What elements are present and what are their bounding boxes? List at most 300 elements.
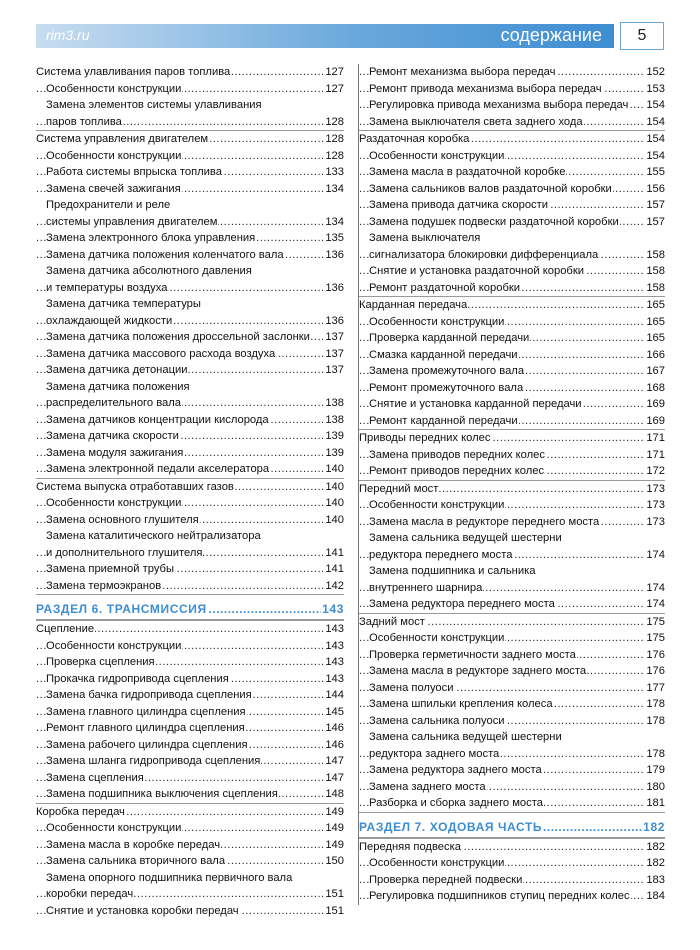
section-separator <box>36 594 344 595</box>
toc-entry[interactable] <box>36 445 344 462</box>
toc-chapter[interactable] <box>359 839 665 856</box>
toc-entry-page: 175 <box>645 630 665 647</box>
site-url[interactable]: rim3.ru <box>46 27 90 43</box>
toc-entry-page: 179 <box>645 762 665 779</box>
toc-entry[interactable] <box>36 704 344 721</box>
toc-entry-page: 136 <box>324 280 344 297</box>
toc-entry-title: Замена основного глушителя <box>46 513 199 526</box>
toc-entry[interactable] <box>36 528 344 545</box>
toc-entry-title: и температуры воздуха <box>46 281 168 294</box>
toc-entry-title: паров топлива <box>46 115 122 128</box>
toc-entry[interactable] <box>359 230 665 247</box>
toc-entry-title: Замена датчиков концентрации кислорода <box>46 413 269 426</box>
toc-entry[interactable] <box>36 654 344 671</box>
toc-entry-page: 182 <box>645 855 665 872</box>
toc-entry-title: Особенности конструкции <box>369 632 505 644</box>
toc-entry-title: охлаждающей жидкости <box>46 314 173 327</box>
toc-entry[interactable] <box>36 296 344 313</box>
toc-entry-page: 143 <box>324 638 344 655</box>
toc-entry[interactable] <box>36 561 344 578</box>
toc-entry[interactable] <box>359 872 665 889</box>
toc-entry-title: Ремонт карданной передачи <box>369 414 518 427</box>
toc-entry[interactable] <box>359 214 665 231</box>
toc-entry-page: 143 <box>324 654 344 671</box>
toc-entry-page: 138 <box>324 395 344 412</box>
toc-entry-page: 133 <box>324 164 344 181</box>
toc-entry-title: Замена подшипника выключения сцепления <box>46 788 278 800</box>
toc-entry-page: 127 <box>324 64 344 81</box>
toc-entry-page: 143 <box>321 599 344 619</box>
toc-entry-title: Особенности конструкции <box>46 822 182 834</box>
toc-left-column <box>36 64 344 919</box>
toc-entry-title: коробки передач <box>46 888 134 900</box>
toc-chapter[interactable] <box>359 614 665 631</box>
page-number: 5 <box>620 22 664 50</box>
toc-entry-page: 149 <box>324 804 344 821</box>
toc-entry[interactable] <box>36 770 344 787</box>
toc-entry-page: 143 <box>324 671 344 688</box>
toc-entry-page: 158 <box>645 247 665 264</box>
toc-entry-page: 158 <box>645 263 665 280</box>
toc-entry[interactable] <box>36 720 344 737</box>
toc-entry-page: 154 <box>645 148 665 165</box>
toc-chapter[interactable] <box>359 481 665 498</box>
toc-entry-page: 168 <box>645 380 665 397</box>
toc-entry-title: Замена свечей зажигания <box>46 182 181 195</box>
toc-entry-title: редуктора заднего моста <box>369 747 500 760</box>
toc-entry[interactable] <box>36 786 344 803</box>
toc-entry-title: Замена выключателя <box>369 232 481 244</box>
toc-entry-page: 128 <box>324 114 344 131</box>
toc-entry[interactable] <box>359 514 665 531</box>
toc-entry-page: 181 <box>645 795 665 812</box>
toc-entry-page: 157 <box>645 214 665 231</box>
toc-entry-title: Замена элементов системы улавливания <box>46 99 262 111</box>
toc-entry-title: Особенности конструкции <box>369 149 505 162</box>
toc-entry-title: Регулировка привода механизма выбора передач <box>369 99 629 111</box>
toc-entry-page: 127 <box>324 81 344 98</box>
toc-entry-title: Замена датчика детонации <box>46 364 188 376</box>
toc-entry-title: Ремонт промежуточного вала <box>369 381 524 394</box>
toc-entry-page: 136 <box>324 247 344 264</box>
toc-entry-title: Замена сальника полуоси <box>369 714 505 727</box>
toc-entry-page: 148 <box>324 786 344 803</box>
toc-entry[interactable] <box>36 379 344 396</box>
toc-entry-page: 138 <box>324 412 344 429</box>
toc-entry[interactable] <box>36 412 344 429</box>
toc-entry-page: 150 <box>324 853 344 870</box>
toc-entry[interactable] <box>359 148 665 165</box>
toc-entry[interactable] <box>359 97 665 114</box>
toc-entry[interactable] <box>359 380 665 397</box>
toc-entry[interactable] <box>359 330 665 347</box>
toc-entry-page: 171 <box>645 447 665 464</box>
toc-entry-title: Замена главного цилиндра сцепления <box>46 705 246 718</box>
toc-entry[interactable] <box>359 855 665 872</box>
toc-entry-title: Замена каталитического нейтрализатора <box>46 530 261 542</box>
toc-entry[interactable] <box>359 547 665 564</box>
toc-chapter[interactable] <box>36 804 344 821</box>
toc-entry-page: 176 <box>645 647 665 664</box>
toc-entry[interactable] <box>359 363 665 380</box>
toc-entry-title: Проверка герметичности заднего моста <box>369 648 576 661</box>
toc-entry-page: 135 <box>324 230 344 247</box>
toc-entry-page: 172 <box>645 463 665 480</box>
toc-entry-title: Замена модуля зажигания <box>46 446 184 459</box>
toc-entry-page: 134 <box>324 214 344 231</box>
toc-entry[interactable] <box>359 263 665 280</box>
toc-entry-title: Замена масла в раздаточной коробке <box>369 166 566 178</box>
toc-entry[interactable] <box>359 888 665 905</box>
page-header <box>0 0 700 62</box>
toc-entry-title: Замена датчика положения <box>46 380 190 393</box>
toc-entry[interactable] <box>359 314 665 331</box>
toc-entry-title: Система управления двигателем <box>36 133 209 145</box>
toc-entry-title: Замена шпильки крепления колеса <box>369 698 553 710</box>
toc-entry-title: Замена электронного блока управления <box>46 232 256 244</box>
toc-entry[interactable] <box>36 870 344 887</box>
toc-entry-title: Ремонт механизма выбора передач <box>369 66 556 78</box>
toc-entry-title: Работа системы впрыска топлива <box>46 166 222 178</box>
toc-entry-title: Разборка и сборка заднего моста <box>369 797 543 809</box>
toc-entry[interactable] <box>36 495 344 512</box>
toc-entry-page: 174 <box>645 547 665 564</box>
toc-entry-page: 151 <box>324 886 344 903</box>
toc-entry-page: 147 <box>324 770 344 787</box>
toc-entry-page: 178 <box>645 746 665 763</box>
toc-entry-title: Предохранители и реле <box>46 199 171 211</box>
toc-entry[interactable] <box>359 164 665 181</box>
toc-entry-page: 153 <box>645 81 665 98</box>
toc-entry[interactable] <box>36 837 344 854</box>
toc-entry[interactable] <box>359 696 665 713</box>
toc-entry-title: Замена сальников валов раздаточной коробки <box>369 182 612 195</box>
toc-entry[interactable] <box>359 647 665 664</box>
toc-chapter[interactable] <box>359 430 665 447</box>
toc-entry-title: редуктора переднего моста <box>369 548 513 561</box>
toc-entry-title: Проверка сцепления <box>46 656 155 668</box>
toc-entry-title: Замена электронной педали акселератора <box>46 463 270 475</box>
toc-entry-title: Сцепление <box>36 623 95 635</box>
toc-entry-title: Замена сцепления <box>46 771 144 784</box>
toc-entry[interactable] <box>359 247 665 264</box>
toc-entry-page: 165 <box>645 314 665 331</box>
toc-entry-title: Замена датчика положения коленчатого вала <box>46 248 284 261</box>
toc-entry[interactable] <box>36 820 344 837</box>
toc-entry-page: 140 <box>324 479 344 496</box>
toc-entry-title: Снятие и установка раздаточной коробки <box>369 265 584 277</box>
toc-entry[interactable] <box>359 729 665 746</box>
toc-entry-title: Проверка передней подвески <box>369 873 523 886</box>
toc-entry-page: 171 <box>645 430 665 447</box>
toc-entry[interactable] <box>359 197 665 214</box>
toc-entry-page: 146 <box>324 737 344 754</box>
toc-entry[interactable] <box>359 630 665 647</box>
toc-entry-page: 178 <box>645 713 665 730</box>
toc-entry[interactable] <box>36 247 344 264</box>
toc-entry[interactable] <box>359 347 665 364</box>
toc-entry-page: 151 <box>324 903 344 920</box>
toc-entry[interactable] <box>36 81 344 98</box>
toc-entry[interactable] <box>359 563 665 580</box>
toc-entry-title: Замена масла в редукторе заднего моста <box>369 665 587 677</box>
toc-entry[interactable] <box>36 313 344 330</box>
toc-entry-page: 173 <box>645 514 665 531</box>
toc-entry[interactable] <box>36 737 344 754</box>
toc-entry-page: 137 <box>324 329 344 346</box>
toc-entry-page: 178 <box>645 696 665 713</box>
section-title: содержание <box>500 25 602 45</box>
toc-entry-title: Замена сальника ведущей шестерни <box>369 532 562 544</box>
toc-entry[interactable] <box>359 447 665 464</box>
toc-entry[interactable] <box>359 413 665 430</box>
toc-entry-page: 156 <box>645 181 665 198</box>
toc-entry-page: 149 <box>324 820 344 837</box>
toc-entry-title: Ремонт главного цилиндра сцепления <box>46 722 245 734</box>
toc-entry-title: Замена датчика абсолютного давления <box>46 265 252 277</box>
toc-entry-title: Прокачка гидропривода сцепления <box>46 672 229 685</box>
toc-entry[interactable] <box>36 903 344 920</box>
toc-chapter[interactable] <box>359 297 665 314</box>
toc-entry-title: Передняя подвеска <box>359 840 461 853</box>
toc-chapter[interactable] <box>359 131 665 148</box>
toc-entry-title: Замена масла в редукторе переднего моста <box>369 515 600 528</box>
toc-entry[interactable] <box>359 81 665 98</box>
toc-entry[interactable] <box>36 164 344 181</box>
toc-section-heading[interactable] <box>359 817 665 837</box>
toc-entry-page: 146 <box>324 720 344 737</box>
toc-entry-title: Замена приемной трубы <box>46 563 174 575</box>
toc-entry[interactable] <box>36 181 344 198</box>
toc-entry-page: 154 <box>645 97 665 114</box>
toc-entry-page: 152 <box>645 64 665 81</box>
toc-entry-title: Приводы передних колес <box>359 432 491 444</box>
toc-entry[interactable] <box>36 148 344 165</box>
toc-entry-page: 149 <box>324 837 344 854</box>
toc-entry[interactable] <box>36 753 344 770</box>
toc-entry-page: 147 <box>324 753 344 770</box>
toc-right-column <box>358 64 665 905</box>
toc-chapter[interactable] <box>36 64 344 81</box>
toc-entry[interactable] <box>36 329 344 346</box>
toc-section-heading[interactable] <box>36 599 344 619</box>
toc-entry[interactable] <box>36 578 344 595</box>
toc-entry-page: 137 <box>324 346 344 363</box>
toc-entry-title: Карданная передача <box>359 299 468 311</box>
toc-entry[interactable] <box>36 362 344 379</box>
section-separator <box>359 812 665 813</box>
toc-entry-page: 177 <box>645 680 665 697</box>
toc-entry-page: 140 <box>324 461 344 478</box>
toc-entry-title: Замена промежуточного вала <box>369 365 525 377</box>
toc-entry-title: Замена редуктора переднего моста <box>369 598 555 610</box>
toc-entry-page: 158 <box>645 280 665 297</box>
toc-entry-page: 140 <box>324 495 344 512</box>
toc-entry-page: 174 <box>645 596 665 613</box>
toc-entry[interactable] <box>359 779 665 796</box>
toc-entry-page: 134 <box>324 181 344 198</box>
toc-entry-page: 143 <box>324 621 344 638</box>
toc-entry-page: 137 <box>324 362 344 379</box>
toc-entry[interactable] <box>36 230 344 247</box>
toc-entry-title: Замена заднего моста <box>369 780 486 793</box>
toc-entry[interactable] <box>36 395 344 412</box>
toc-entry-page: 175 <box>645 614 665 631</box>
toc-entry-title: Особенности конструкции <box>369 857 505 869</box>
toc-entry-title: Замена термоэкранов <box>46 579 162 592</box>
toc-entry-page: 145 <box>324 704 344 721</box>
toc-entry-title: Ремонт привода механизма выбора передач <box>369 82 602 95</box>
toc-entry[interactable] <box>36 214 344 231</box>
toc-entry-page: 182 <box>645 839 665 856</box>
toc-chapter[interactable] <box>36 479 344 496</box>
toc-entry[interactable] <box>359 746 665 763</box>
toc-entry-title: Замена датчика температуры <box>46 298 201 310</box>
toc-entry[interactable] <box>36 545 344 562</box>
toc-entry-page: 165 <box>645 330 665 347</box>
toc-entry-page: 128 <box>324 148 344 165</box>
toc-entry-title: сигнализатора блокировки дифференциала <box>369 248 599 261</box>
toc-entry[interactable] <box>36 853 344 870</box>
toc-chapter[interactable] <box>36 621 344 638</box>
toc-entry-title: Замена шланга гидропривода сцепления <box>46 755 261 767</box>
toc-entry[interactable] <box>36 197 344 214</box>
toc-entry-page: 144 <box>324 687 344 704</box>
toc-entry[interactable] <box>359 663 665 680</box>
toc-entry[interactable] <box>36 428 344 445</box>
toc-entry-title: Система улавливания паров топлива <box>36 66 231 78</box>
toc-entry-page: 166 <box>645 347 665 364</box>
toc-entry[interactable] <box>359 114 665 131</box>
toc-entry-title: Проверка карданной передачи <box>369 332 530 344</box>
toc-entry-title: Замена опорного подшипника первичного вала <box>46 871 293 884</box>
toc-entry-title: Особенности конструкции <box>46 149 182 162</box>
toc-entry-title: РАЗДЕЛ 7. ХОДОВАЯ ЧАСТЬ <box>359 819 543 834</box>
toc-entry-page: 128 <box>324 131 344 148</box>
toc-entry-page: 141 <box>324 545 344 562</box>
toc-entry-page: 167 <box>645 363 665 380</box>
toc-entry-page: 176 <box>645 663 665 680</box>
toc-entry-title: Смазка карданной передачи <box>369 348 518 361</box>
toc-entry-title: Замена подушек подвески раздаточной коробки <box>369 215 619 228</box>
toc-entry-title: Регулировка подшипников ступиц передних колес <box>369 890 630 902</box>
toc-entry-page: 157 <box>645 197 665 214</box>
toc-entry-title: Замена датчика положения дроссельной заслонки <box>46 331 310 343</box>
toc-entry-title: Особенности конструкции <box>369 315 505 328</box>
toc-entry[interactable] <box>36 280 344 297</box>
toc-entry-title: Замена сальника ведущей шестерни <box>369 731 562 743</box>
toc-entry[interactable] <box>359 181 665 198</box>
toc-entry-title: РАЗДЕЛ 6. ТРАНСМИССИЯ <box>36 602 207 616</box>
toc-entry-page: 182 <box>642 817 665 837</box>
toc-entry-title: Снятие и установка коробки передач <box>46 904 239 917</box>
toc-entry-page: 139 <box>324 445 344 462</box>
toc-entry-page: 141 <box>324 561 344 578</box>
toc-entry-page: 183 <box>645 872 665 889</box>
toc-entry-title: Особенности конструкции <box>46 639 182 652</box>
toc-entry[interactable] <box>36 687 344 704</box>
toc-entry-page: 180 <box>645 779 665 796</box>
toc-entry-title: Замена привода датчика скорости <box>369 199 549 211</box>
toc-entry-title: системы управления двигателем <box>46 215 218 228</box>
toc-entry-title: Замена сальника вторичного вала <box>46 855 226 867</box>
toc-entry-title: Особенности конструкции <box>46 497 182 509</box>
toc-entry[interactable] <box>359 596 665 613</box>
toc-entry[interactable] <box>359 762 665 779</box>
toc-entry[interactable] <box>359 497 665 514</box>
toc-entry-title: Раздаточная коробка <box>359 133 470 145</box>
toc-entry[interactable] <box>359 680 665 697</box>
toc-entry[interactable] <box>359 64 665 81</box>
toc-entry[interactable] <box>359 396 665 413</box>
toc-entry-title: Снятие и установка карданной передачи <box>369 398 582 410</box>
toc-entry-page: 140 <box>324 512 344 529</box>
toc-entry[interactable] <box>359 713 665 730</box>
toc-entry-page: 139 <box>324 428 344 445</box>
toc-entry-title: Замена рабочего цилиндра сцепления <box>46 738 248 751</box>
toc-entry[interactable] <box>359 580 665 597</box>
toc-entry-title: Особенности конструкции <box>46 82 182 95</box>
toc-entry[interactable] <box>36 263 344 280</box>
toc-entry-title: Особенности конструкции <box>369 499 505 511</box>
toc-entry-title: Замена выключателя света заднего хода <box>369 115 583 128</box>
toc-entry-page: 154 <box>645 131 665 148</box>
toc-entry-page: 136 <box>324 313 344 330</box>
toc-entry[interactable] <box>359 530 665 547</box>
toc-entry-title: Замена редуктора заднего моста <box>369 764 542 776</box>
toc-entry-page: 184 <box>645 888 665 905</box>
toc-entry[interactable] <box>36 512 344 529</box>
toc-entry[interactable] <box>36 671 344 688</box>
toc-entry[interactable] <box>359 795 665 812</box>
toc-entry-page: 155 <box>645 164 665 181</box>
toc-entry[interactable] <box>36 97 344 114</box>
toc-entry-title: Замена полуоси <box>369 681 454 694</box>
toc-entry-title: Замена масла в коробке передач <box>46 838 221 851</box>
toc-entry-title: Коробка передач <box>36 805 125 818</box>
toc-entry[interactable] <box>36 638 344 655</box>
toc-entry-title: и дополнительного глушителя <box>46 546 203 559</box>
toc-entry-title: Задний мост <box>359 615 425 628</box>
toc-entry[interactable] <box>359 280 665 297</box>
toc-entry-page: 142 <box>324 578 344 595</box>
toc-entry-title: распределительного вала <box>46 397 182 409</box>
toc-entry-page: 169 <box>645 396 665 413</box>
toc-entry-page: 154 <box>645 114 665 131</box>
toc-entry-title: Замена датчика массового расхода воздуха <box>46 347 276 360</box>
toc-entry-title: внутреннего шарнира <box>369 581 483 594</box>
toc-entry-title: Система выпуска отработавших газов <box>36 480 234 493</box>
toc-entry-title: Замена датчика скорости <box>46 430 179 442</box>
toc-entry[interactable] <box>36 461 344 478</box>
toc-entry[interactable] <box>36 886 344 903</box>
toc-entry-title: Ремонт раздаточной коробки <box>369 281 521 294</box>
toc-entry[interactable] <box>36 346 344 363</box>
toc-entry-title: Замена подшипника и сальника <box>369 565 536 577</box>
toc-entry-page: 173 <box>645 497 665 514</box>
toc-chapter[interactable] <box>36 131 344 148</box>
toc-entry-page: 174 <box>645 580 665 597</box>
toc-entry-title: Передний мост <box>359 482 439 495</box>
toc-entry[interactable] <box>36 114 344 131</box>
toc-entry-page: 169 <box>645 413 665 430</box>
toc-entry-title: Замена бачка гидропривода сцепления <box>46 689 252 701</box>
toc-entry-page: 165 <box>645 297 665 314</box>
toc-entry-title: Ремонт приводов передних колес <box>369 465 545 477</box>
toc-entry-title: Замена приводов передних колес <box>369 448 546 461</box>
toc-entry-page: 173 <box>645 481 665 498</box>
toc-entry[interactable] <box>359 463 665 480</box>
